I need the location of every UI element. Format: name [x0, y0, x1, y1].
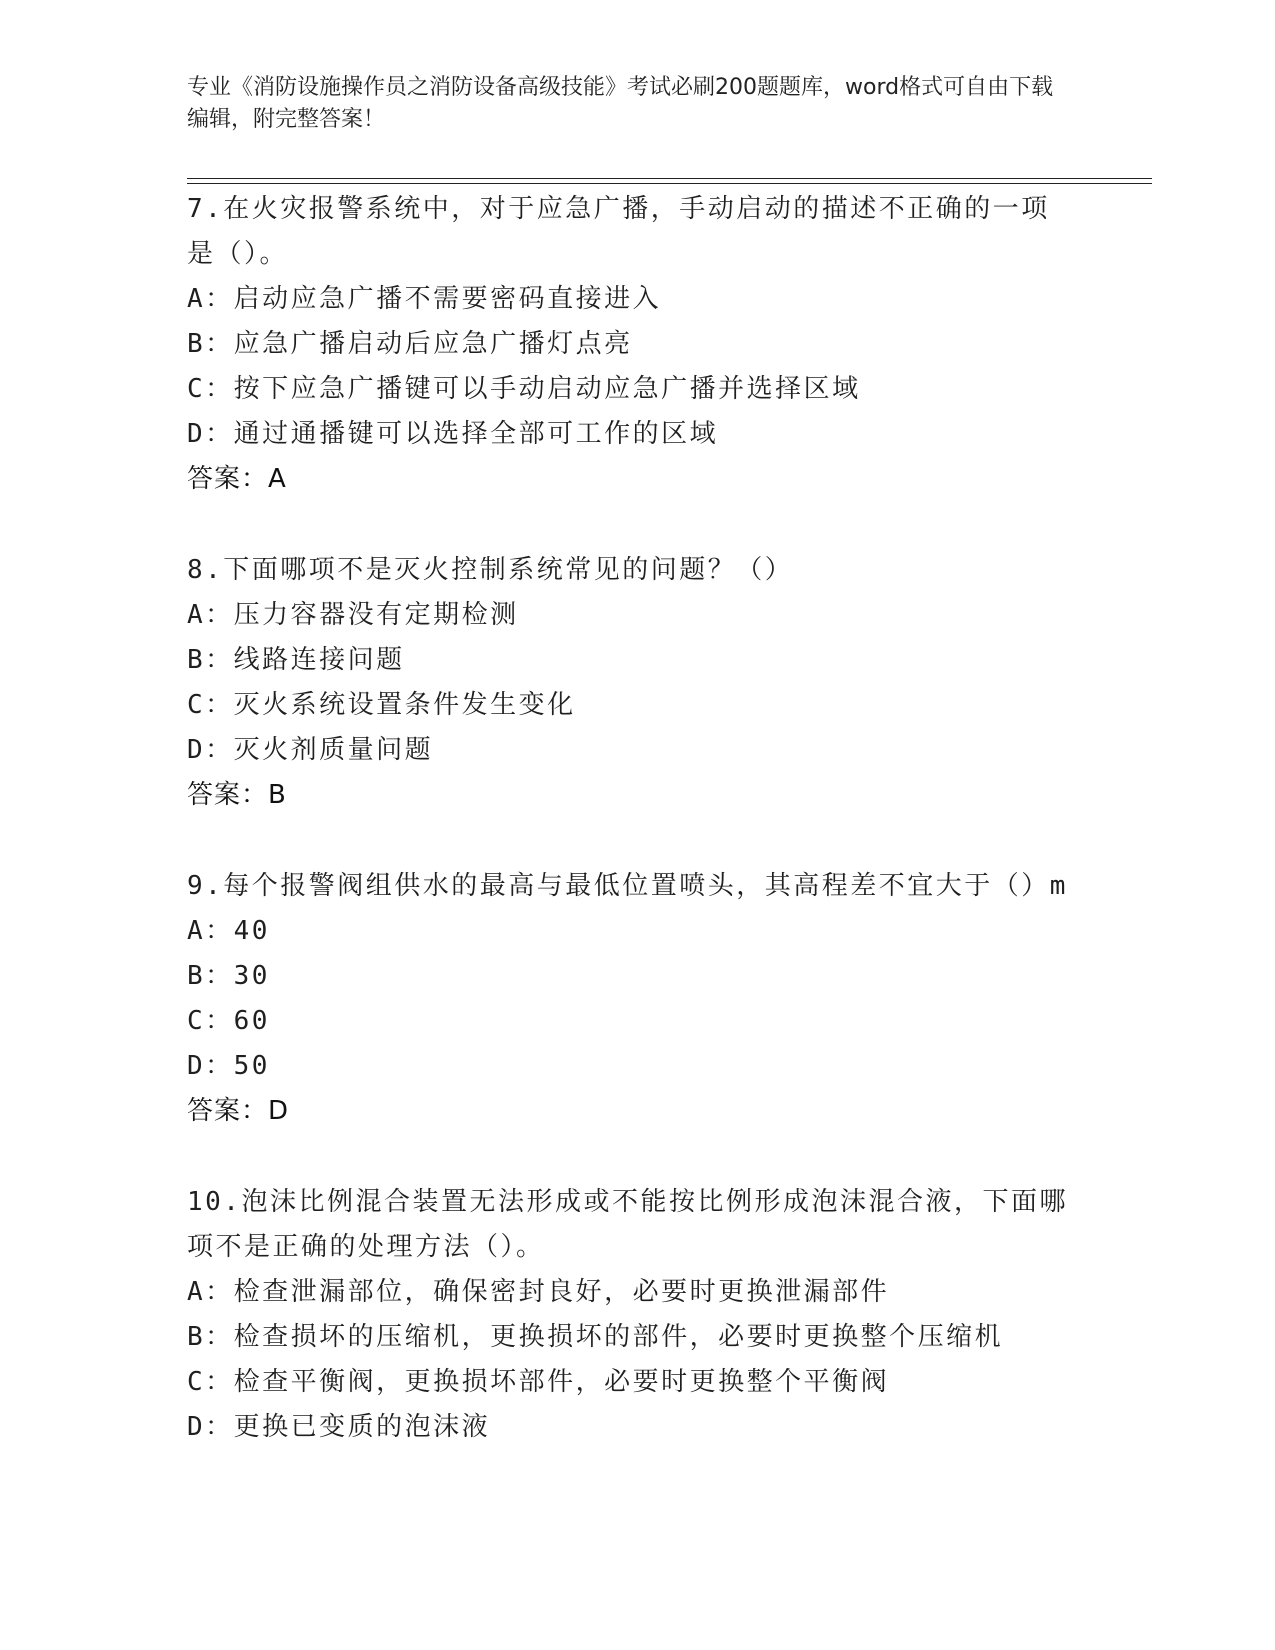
question-10-stem-line-2: 项不是正确的处理方法（）。	[187, 1232, 545, 1262]
question-8-option-d: D：灭火剂质量问题	[187, 735, 434, 765]
question-10-stem-line-1: 10.泡沫比例混合装置无法形成或不能按比例形成泡沫混合液，下面哪	[187, 1187, 1068, 1217]
question-8-option-c: C：灭火系统设置条件发生变化	[187, 690, 576, 720]
question-8-option-a: A：压力容器没有定期检测	[187, 600, 519, 630]
question-10-option-a: A：检查泄漏部位，确保密封良好，必要时更换泄漏部件	[187, 1277, 890, 1307]
question-10-option-c: C：检查平衡阀，更换损坏部件，必要时更换整个平衡阀	[187, 1367, 890, 1397]
question-7-option-b: B：应急广播启动后应急广播灯点亮	[187, 329, 633, 359]
question-10-option-b: B：检查损坏的压缩机，更换损坏的部件，必要时更换整个压缩机	[187, 1322, 1004, 1352]
question-9-stem-line-1: 9.每个报警阀组供水的最高与最低位置喷头，其高程差不宜大于（）m	[187, 871, 1068, 901]
question-9-answer: 答案：D	[187, 1096, 290, 1126]
question-7-option-c: C：按下应急广播键可以手动启动应急广播并选择区域	[187, 374, 861, 404]
question-7-stem-line-1: 7.在火灾报警系统中，对于应急广播，手动启动的描述不正确的一项	[187, 194, 1050, 224]
document-header: 专业《消防设施操作员之消防设备高级技能》考试必刷200题题库，word格式可自由下载编辑，附完整答案！	[187, 75, 1054, 132]
question-9-option-d: D：50	[187, 1051, 270, 1081]
question-9-option-a: A：40	[187, 916, 270, 946]
question-7-option-a: A：启动应急广播不需要密码直接进入	[187, 284, 662, 314]
question-7-stem-line-2: 是（）。	[187, 239, 289, 269]
question-7-answer: 答案：A	[187, 464, 287, 494]
question-9-option-c: C：60	[187, 1006, 270, 1036]
header-divider-bottom	[187, 183, 1152, 184]
question-7-option-d: D：通过通播键可以选择全部可工作的区域	[187, 419, 719, 449]
question-9-option-b: B：30	[187, 961, 270, 991]
question-8-option-b: B：线路连接问题	[187, 645, 405, 675]
header-divider-top	[187, 178, 1152, 179]
question-8-stem-line-1: 8.下面哪项不是灭火控制系统常见的问题？（）	[187, 555, 794, 585]
question-8-answer: 答案：B	[187, 780, 287, 810]
question-10-option-d: D：更换已变质的泡沫液	[187, 1412, 491, 1442]
